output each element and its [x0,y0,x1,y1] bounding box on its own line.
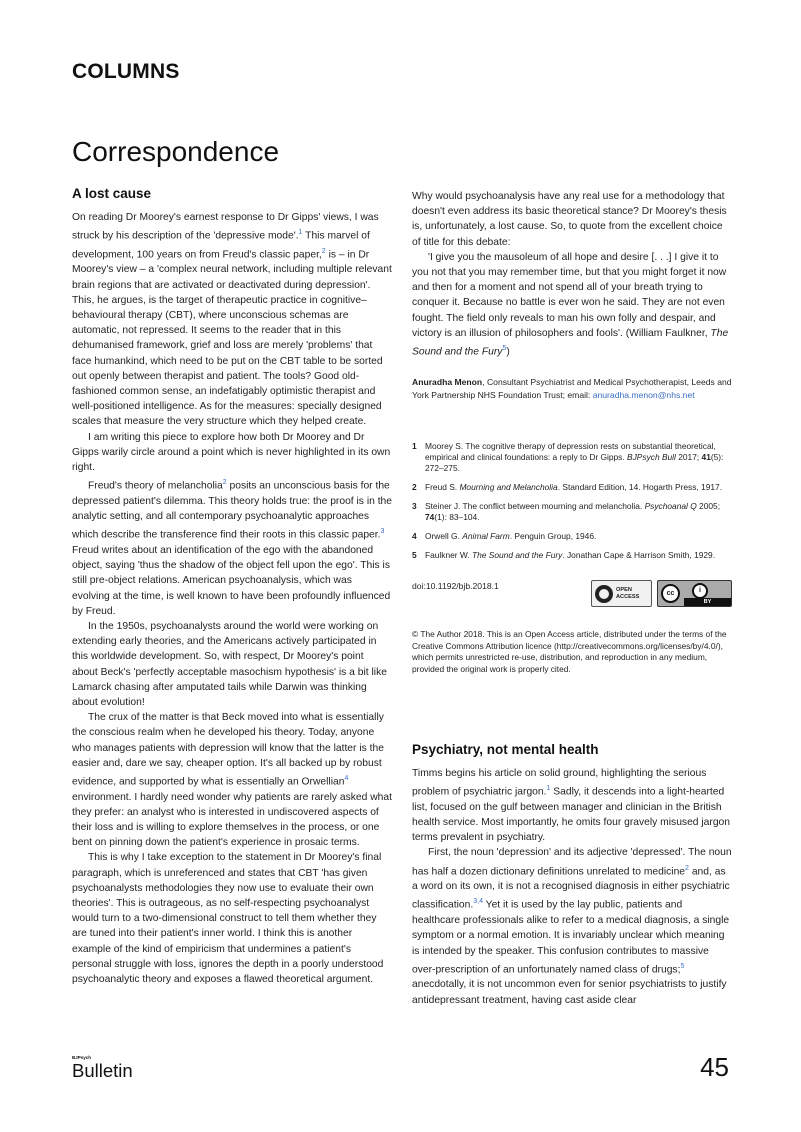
journal-logo: BJPsych Bulletin [72,1055,133,1081]
citation-link[interactable]: 4 [344,775,349,782]
article-heading: Psychiatry, not mental health [412,742,599,757]
doi-row [412,580,732,612]
reference-item: 5 Faulkner W. The Sound and the Fury. Jonathan Cape & Harrison Smith, 1929. [412,549,716,560]
by-label: BY [684,598,731,606]
reference-list [412,441,732,561]
paragraph: Freud's theory of melancholia$^2$ posits an unconscious basis for the depressed patient's dilemma. This theory holds true: the proof is in the analytic setting, and all contemporary psychoanalytic approaches which describe the transference find their roots in this classic paper.$^3$ Freud writes about an identification of the ego with the abandoned object, saying 'thus the shadow of the object fell upon the ego'. This is still pre-object relations. American psychoanalysis, which was evolving at the time, is well known to have been profoundly influenced by Freud. [72,479,393,617]
second-article [412,742,732,1008]
citation-link[interactable]: 2 [685,864,689,872]
right-column [412,189,732,675]
attribution-icon: i [692,583,708,599]
citation-link[interactable]: 1 [298,229,303,237]
article-heading: A lost cause [72,186,152,201]
author-info: Anuradha Menon, Consultant Psychiatrist and Medical Psychotherapist, Leeds and York Partnership NHS Foundation Trust; email: anuradha.menon@nhs.net [412,376,732,400]
page-title: Correspondence [72,136,280,167]
license-text: © The Author 2018. This is an Open Access article, distributed under the terms of the Creative Commons Attribution licence (http://creativecommons.org/licenses/by/4.0/), which permits unrestricted re-use, distribution, and reproduction in any medium, provided the original work is properly cited. [412,629,727,674]
doi-text[interactable]: doi:10.1192/bjb.2018.1 [412,581,499,592]
open-access-icon [595,585,613,603]
citation-link[interactable]: 2 [222,479,227,487]
citation-link[interactable]: 2 [321,247,326,255]
paragraph: The crux of the matter is that Beck moved into what is essentially the conscious realm when he developed his theory. Today, anyone who manages patients with depression will know that the latter is the easier and, dare we say, cheaper option. It's all backed up by robust evidence, and supported by what is essentially an Orwellian$^4$ environment. I hardly need wonder why patients are rarely asked what they prefer: an analyst who is interested in undiscovered aspects of their loss and is willing to explore themselves in the process, or one bent on pinning down the patient's experience in prosaic terms. [72,712,392,849]
citation-link[interactable]: 3,4 [473,898,483,906]
paragraph: First, the noun 'depression' and its adjective 'depressed'. The noun has half a dozen dictionary definitions unrelated to medicine$^2$ and, as a word on its own, it is not a recognised diagnosis in either psychiatric classification.$^{3,4}$ Yet it is used by the lay public, patients and healthcare professionals alike to refer to a medical diagnosis, a single symptom or a normal emotion. It is invariably unclear which meaning is intended by the speaker. This confusion contributes to massive over-prescription of an unfortunately named class of drugs;$^5$ anecdotally, it is not uncommon even for senior psychiatrists to justify antidepressant treatment, having cast aside clear [412,847,732,1006]
reference-item: 2 Freud S. Mourning and Melancholia. Standard Edition, 14. Hogarth Press, 1917. [412,482,723,493]
creative-commons-icon: cc [661,584,680,603]
quote-book-title: The Sound and the Fury [412,327,729,358]
author-email-link[interactable]: anuradha.menon@nhs.net [592,389,695,400]
citation-link[interactable]: 3 [380,528,385,536]
license-badges [591,580,732,607]
citation-link[interactable]: 5 [680,962,685,970]
cc-by-badge[interactable] [657,580,732,607]
author-name: Anuradha Menon [412,376,483,387]
section-label: COLUMNS [72,60,180,83]
reference-item: 3 Steiner J. The conflict between mourning and melancholia. Psychoanal Q 2005; 74(1): 83–104. [412,500,721,523]
citation-link[interactable]: 5 [502,345,507,353]
paragraph: Timms begins his article on solid ground, highlighting the serious problem of psychiatric jargon.$^1$ Sadly, it descends into a light-hearted list, focused on the gulf between manager and clinician in the British health service. Most importantly, he omits four gravely misused jargon terms prevalent in psychiatry. [412,768,731,844]
page-number: 45 [700,1052,729,1082]
paragraph: Why would psychoanalysis have any real use for a methodology that doesn't even address its basic theoretical stance? Dr Moorey's thesis is, unfortunately, a lost cause. So, to quote from the excellent choice of title for this debate: [412,191,727,248]
paragraph: In the 1950s, psychoanalysts around the world were working on extending early theories, and the Americans actively participated in this worldwide development. So, with respect, Dr Moorey's point about Beck's 'perfectly acceptable masochism hypothesis' is a bit like Lamarck chasing after amputated tails while Darwin was thinking about evolution! [72,620,387,708]
quotation: 'I give you the mausoleum of all hope and desire [. . .] I give it to you not that you may remember time, but that you might forget it now and then for a moment and not spend all of your breath trying to conquer it. Because no battle is ever won he said. They are not even fought. The field only reveals to man his own folly and despair, and victory is an illusion of philosophers and fools'. (William Faulkner, The Sound and the Fury$^5$) [412,251,729,358]
left-column [72,186,392,987]
open-access-badge: OPEN ACCESS [591,580,652,607]
reference-item: 1 Moorey S. The cognitive therapy of depression rests on substantial theoretical, empirical and clinical foundations: a reply to Dr Gipps. BJPsych Bull 2017; 41(5): 272–275. [412,440,724,474]
paragraph: On reading Dr Moorey's earnest response to Dr Gipps' views, I was struck by his description of the 'depressive mode'.$^1$ This marvel of development, 100 years on from Freud's classic paper,$^2$ is – in Dr Moorey's view – a 'complex neural network, including multiple relevant brain regions that are activated or deactivated during depression'. This, he argues, is the target of therapeutic practice in cognitive–behavioural therapy (CBT), where unconscious schemas are automatic, not repressed. It seems to the reader that in this dehumanised framework, grief and loss are merely 'problems' that face humankind, which need to be put on the CBT table to be sorted out openly between therapist and patient. The tools? Good old-fashioned common sense, an indefatigably optimistic therapist and well-positioned intelligence. As for the measures: specially designed scales that measure the very structure which they helped create. [72,212,392,428]
reference-item: 4 Orwell G. Animal Farm. Penguin Group, 1946. [412,530,597,541]
paragraph: This is why I take exception to the statement in Dr Moorey's final paragraph, which is unreferenced and states that CBT 'has given psychoanalysts methodologies they now use to evaluate their own theories'. This is outrageous, as no self-respecting psychoanalyst would turn to a two-dimensional construct to tell them whether they are tuned into their patient's inner world. I think this is another example of the kind of empiricism that undermines a patient's personal struggle with loss, ignores the depth in a poorly understood psychoanalytic theory and exposes a flawed theoretical argument. [72,852,384,986]
citation-link[interactable]: 1 [546,785,551,793]
paragraph: I am writing this piece to explore how both Dr Moorey and Dr Gipps warily circle around a point which is never highlighted in its own right. [72,431,391,474]
